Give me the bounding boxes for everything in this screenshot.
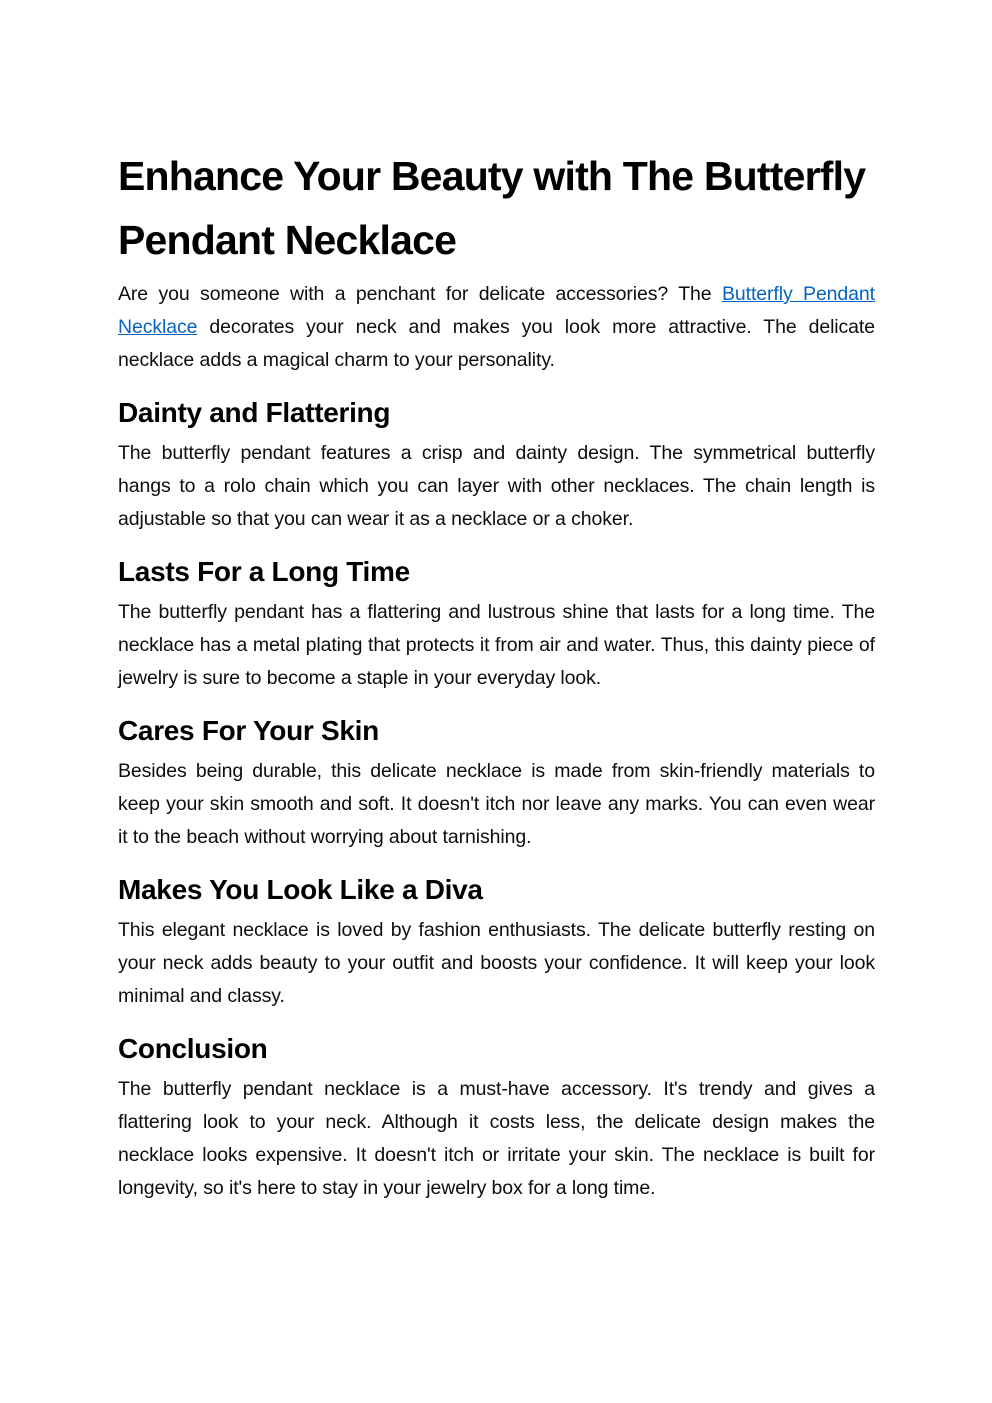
section-heading: Conclusion	[118, 1033, 268, 1064]
section-heading: Lasts For a Long Time	[118, 556, 410, 587]
intro-paragraph	[118, 278, 875, 377]
butterfly-pendant-necklace-link[interactable]: Butterfly Pendant Necklace	[118, 283, 875, 338]
section-paragraph: This elegant necklace is loved by fashion enthusiasts. The delicate butterfly resting on your neck adds beauty to your outfit and boosts your confidence. It will keep your look minimal and classy.	[118, 919, 875, 1007]
section-conclusion	[118, 1031, 875, 1205]
section-lasts-for-a-long-time	[118, 554, 875, 695]
intro-text-before-link: Are you someone with a penchant for delicate accessories? The	[118, 283, 722, 305]
section-paragraph: The butterfly pendant necklace is a must-have accessory. It's trendy and gives a flattering look to your neck. Although it costs less, the delicate design makes the necklace looks expensive. It doesn't itch or irritate your skin. The necklace is built for longevity, so it's here to stay in your jewelry box for a long time.	[118, 1078, 875, 1199]
section-paragraph: Besides being durable, this delicate necklace is made from skin-friendly materials to keep your skin smooth and soft. It doesn't itch nor leave any marks. You can even wear it to the beach without worrying about tarnishing.	[118, 760, 875, 848]
section-paragraph: The butterfly pendant features a crisp and dainty design. The symmetrical butterfly hangs to a rolo chain which you can layer with other necklaces. The chain length is adjustable so that you can wear it as a necklace or a choker.	[118, 442, 875, 530]
page-title-line-2: Pendant Necklace	[118, 217, 457, 263]
section-makes-you-look-like-a-diva	[118, 872, 875, 1013]
section-heading: Cares For Your Skin	[118, 715, 379, 746]
page-title	[118, 144, 875, 272]
section-dainty-and-flattering	[118, 395, 875, 536]
section-paragraph: The butterfly pendant has a flattering and lustrous shine that lasts for a long time. The necklace has a metal plating that protects it from air and water. Thus, this dainty piece of jewelry is sure to become a staple in your everyday look.	[118, 601, 875, 689]
section-heading: Dainty and Flattering	[118, 397, 391, 428]
section-cares-for-your-skin	[118, 713, 875, 854]
page-title-line-1: Enhance Your Beauty with The Butterfly	[118, 153, 866, 199]
section-heading: Makes You Look Like a Diva	[118, 874, 483, 905]
intro-text-after-link: decorates your neck and makes you look more attractive. The delicate necklace adds a magical charm to your personality.	[118, 316, 875, 371]
